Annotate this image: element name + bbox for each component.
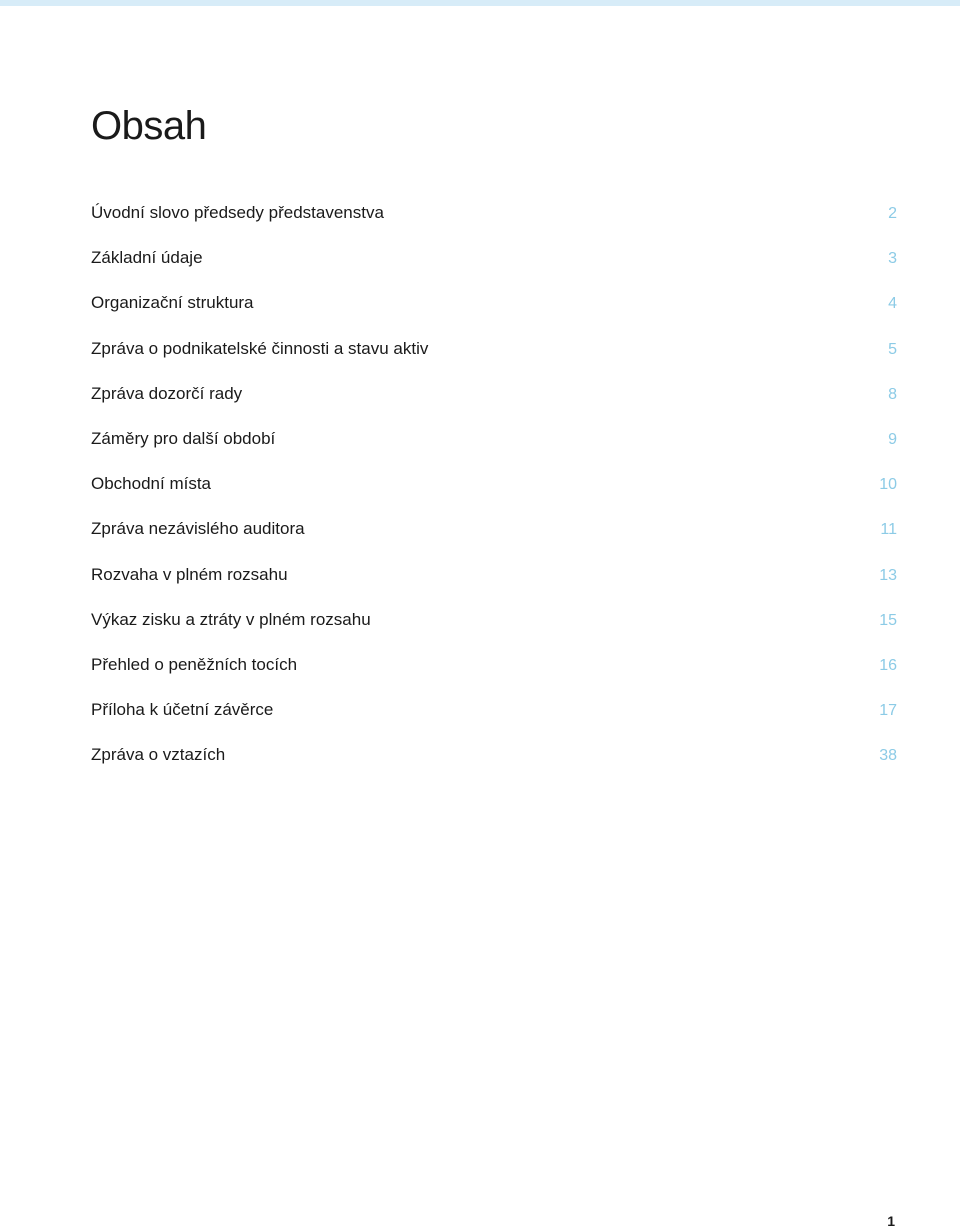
toc-entry-label: Výkaz zisku a ztráty v plném rozsahu [91,609,371,629]
page-number: 1 [887,1213,895,1229]
toc-entry-label: Zpráva o podnikatelské činnosti a stavu aktiv [91,338,429,358]
toc-entry-page: 38 [879,747,897,765]
toc-entry-page: 8 [888,385,897,403]
toc-entry-page: 16 [879,656,897,674]
toc-entry[interactable] [91,695,897,740]
toc-entry-label: Příloha k účetní závěrce [91,700,274,720]
toc-entry-page: 13 [879,566,897,584]
toc-entry[interactable] [91,288,897,333]
toc-entry-page: 10 [879,476,897,494]
toc-entry[interactable] [91,243,897,288]
toc-entry-page: 2 [888,205,897,222]
toc-entry[interactable] [91,424,897,469]
toc-entry-label: Úvodní slovo předsedy představenstva [91,203,384,222]
toc-entry[interactable] [91,379,897,424]
toc-entry-label: Organizační struktura [91,293,254,313]
toc-entry-page: 9 [888,430,897,448]
toc-entry[interactable] [91,469,897,514]
toc-entry-label: Základní údaje [91,248,203,268]
toc-entry-page: 15 [879,611,897,629]
toc-entry-label: Obchodní místa [91,474,212,494]
table-of-contents [91,198,897,785]
toc-entry-label: Záměry pro další období [91,428,276,448]
toc-entry-label: Zpráva nezávislého auditora [91,519,305,539]
toc-entry[interactable] [91,740,897,785]
toc-entry-label: Rozvaha v plném rozsahu [91,564,288,584]
page-title: Obsah [91,104,207,148]
toc-entry[interactable] [91,334,897,379]
top-accent-bar [0,0,960,6]
toc-entry-label: Zpráva dozorčí rady [91,383,243,403]
toc-entry-page: 4 [888,295,897,313]
toc-entry[interactable] [91,605,897,650]
toc-entry[interactable] [91,198,897,243]
toc-entry-page: 3 [888,250,897,268]
toc-entry-label: Zpráva o vztazích [91,745,226,765]
toc-entry-page: 11 [880,521,897,539]
toc-entry[interactable] [91,514,897,559]
toc-entry[interactable] [91,650,897,695]
toc-entry-page: 5 [888,340,897,358]
toc-entry-page: 17 [879,702,897,720]
toc-entry[interactable] [91,560,897,605]
toc-entry-label: Přehled o peněžních tocích [91,654,298,674]
